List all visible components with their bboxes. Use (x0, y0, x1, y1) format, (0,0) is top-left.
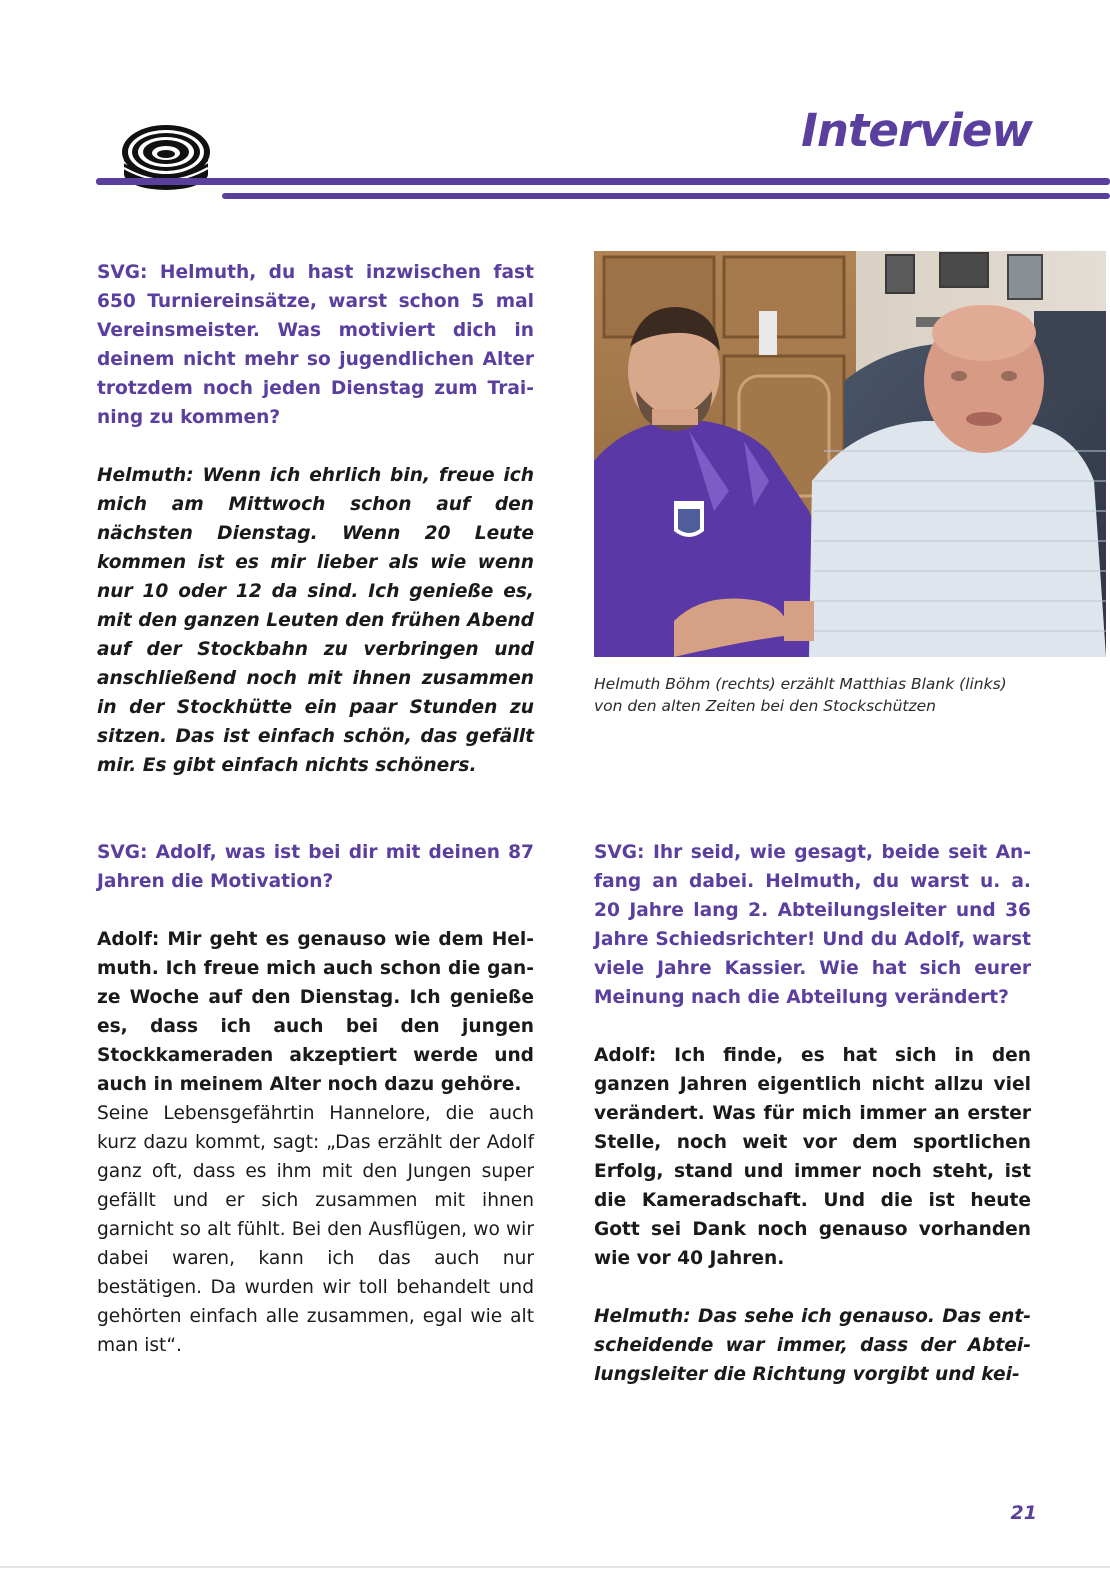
interview-question: SVG: Adolf, was ist bei dir mit deinen 87 Jahren die Motivation? (97, 842, 534, 892)
interview-answer: Helmuth: Das sehe ich genauso. Das entscheidende war immer, dass der Abteilungsleiter die Richtung vorgibt und kei- (594, 1306, 1031, 1385)
interview-answer: Adolf: Ich finde, es hat sich in den ganzen Jahren eigentlich nicht allzu viel verändert. Was für mich immer an erster Stelle, noch weit vor dem sportlichen Erfolg, stand und immer noch steht, ist die Kameradschaft. Und die ist heute Gott sei Dank noch genauso vorhanden wie vor 40 Jahren. (594, 1045, 1031, 1269)
interview-question: SVG: Ihr seid, wie gesagt, beide seit Anfang an dabei. Helmuth, du warst u. a. 20 Jahre lang 2. Abteilungsleiter und 36 Jahre Schiedsrichter! Und du Adolf, warst viele Jahre Kassier. Wie hat sich eurer Meinung nach die Abteilung verändert? (594, 842, 1031, 1008)
page-title: Interview (801, 104, 1032, 157)
photo-caption: Helmuth Böhm (rechts) erzählt Matthias Blank (links) von den alten Zeiten bei den Stockschützen (594, 675, 1007, 715)
header-rule-top (96, 178, 1110, 185)
header-rule-bottom (222, 193, 1110, 199)
interview-question: SVG: Helmuth, du hast inzwischen fast 650 Turniereinsätze, warst schon 5 mal Vereinsmeister. Was motiviert dich in deinem nicht mehr so jugendlichen Alter trotzdem noch jeden Dienstag zum Training zu kommen? (97, 262, 534, 428)
left-column-top (97, 258, 534, 809)
curling-stone-icon (118, 116, 214, 198)
right-column-bottom (594, 838, 1031, 1418)
interview-answer: Adolf: Mir geht es genauso wie dem Helmuth. Ich freue mich auch schon die ganze Woche auf den Dienstag. Ich genieße es, dass ich auch bei den jungen Stockkameraden akzeptiert werde und auch in meinem Alter noch dazu gehöre. (97, 929, 534, 1095)
interview-photo (594, 251, 1106, 657)
narration-text: Seine Lebensgefährtin Hannelore, die auch kurz dazu kommt, sagt: „Das erzählt der Adolf ganz oft, dass es ihm mit den Jungen super gefällt und er sich zusammen mit ihnen garnicht so alt fühlt. Bei den Ausflügen, wo wir dabei waren, kann ich das auch nur bestätigen. Da wurden wir toll behandelt und gehörten einfach alle zusammen, egal wie alt man ist“. (97, 1103, 534, 1356)
page-number: 21 (1010, 1502, 1037, 1524)
interview-answer: Helmuth: Wenn ich ehrlich bin, freue ich mich am Mittwoch schon auf den nächsten Dienstag. Wenn 20 Leute kommen ist es mir lieber als wie wenn nur 10 oder 12 da sind. Ich genieße es, mit den ganzen Leuten den frühen Abend auf der Stockbahn zu verbringen und anschließend noch mit ihnen zusammen in der Stockhütte ein paar Stunden zu sitzen. Das ist einfach schön, das gefällt mir. Es gibt einfach nichts schöners. (97, 465, 534, 776)
page-bottom-edge (0, 1566, 1110, 1568)
left-column-bottom (97, 838, 534, 1389)
